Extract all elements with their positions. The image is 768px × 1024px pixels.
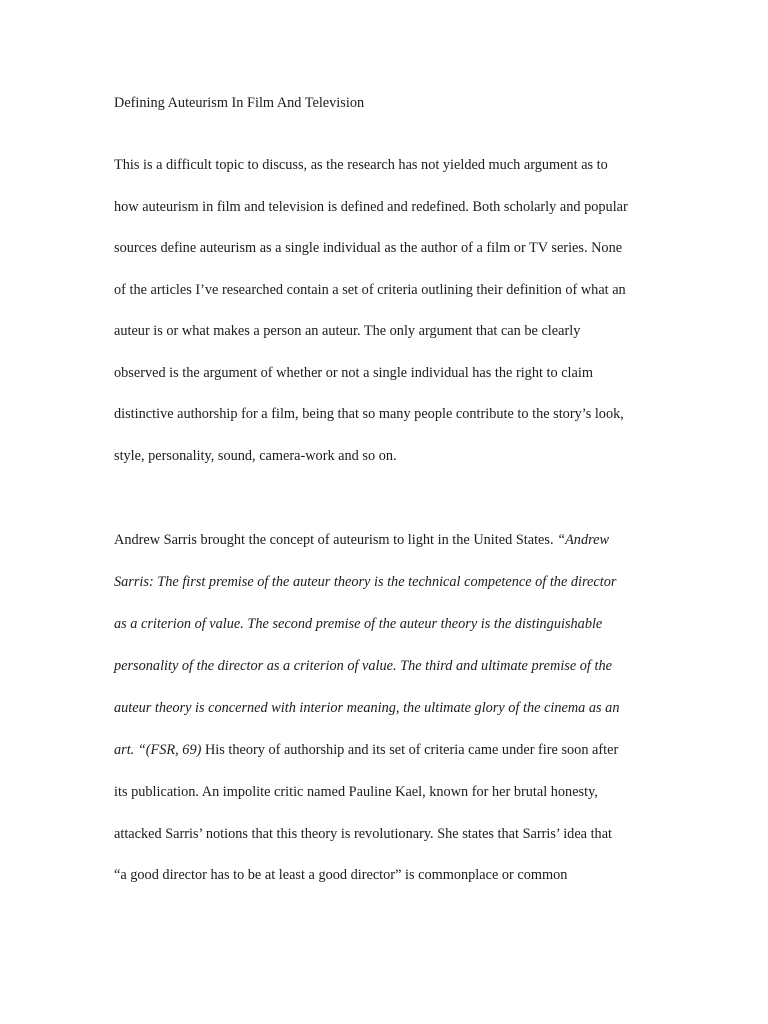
paragraph-1-line-3: sources define auteurism as a single individual as the author of a film or TV series. None [114, 240, 623, 256]
paragraph-1-line-4: of the articles I’ve researched contain a set of criteria outlining their definition of what an [114, 282, 626, 298]
paragraph-1-line-2: how auteurism in film and television is defined and redefined. Both scholarly and popular [114, 199, 628, 215]
paragraph-2-line-9: “a good director has to be at least a good director” is commonplace or common [114, 867, 568, 883]
paragraph-2-line-1 [114, 531, 609, 549]
paragraph-1-line-5: auteur is or what makes a person an auteur. The only argument that can be clearly [114, 323, 581, 339]
quote-end-citation: art. “(FSR, 69) [114, 742, 202, 758]
paragraph-2-line-6-plain: His theory of authorship and its set of criteria came under fire soon after [201, 742, 619, 758]
paragraph-2-line-7: its publication. An impolite critic named Pauline Kael, known for her brutal honesty, [114, 784, 598, 800]
quote-start: “Andrew [557, 532, 610, 548]
quote-line-2: as a criterion of value. The second premise of the auteur theory is the distinguishable [114, 616, 603, 632]
paragraph-1-line-6: observed is the argument of whether or not a single individual has the right to claim [114, 365, 593, 381]
paragraph-2-line-6 [114, 741, 618, 759]
paragraph-1-line-1: This is a difficult topic to discuss, as the research has not yielded much argument as to [114, 157, 608, 173]
paragraph-1-line-8: style, personality, sound, camera-work and so on. [114, 448, 397, 464]
quote-line-1: Sarris: The first premise of the auteur theory is the technical competence of the director [114, 574, 617, 590]
quote-line-4: auteur theory is concerned with interior meaning, the ultimate glory of the cinema as an [114, 700, 620, 716]
paragraph-2-line-8: attacked Sarris’ notions that this theory is revolutionary. She states that Sarris’ idea that [114, 826, 613, 842]
paragraph-1-line-7: distinctive authorship for a film, being that so many people contribute to the story’s look, [114, 406, 624, 422]
quote-line-3: personality of the director as a criterion of value. The third and ultimate premise of the [114, 658, 612, 674]
paragraph-2-line-1-plain: Andrew Sarris brought the concept of auteurism to light in the United States. [114, 532, 558, 548]
document-title: Defining Auteurism In Film And Television [114, 95, 365, 111]
